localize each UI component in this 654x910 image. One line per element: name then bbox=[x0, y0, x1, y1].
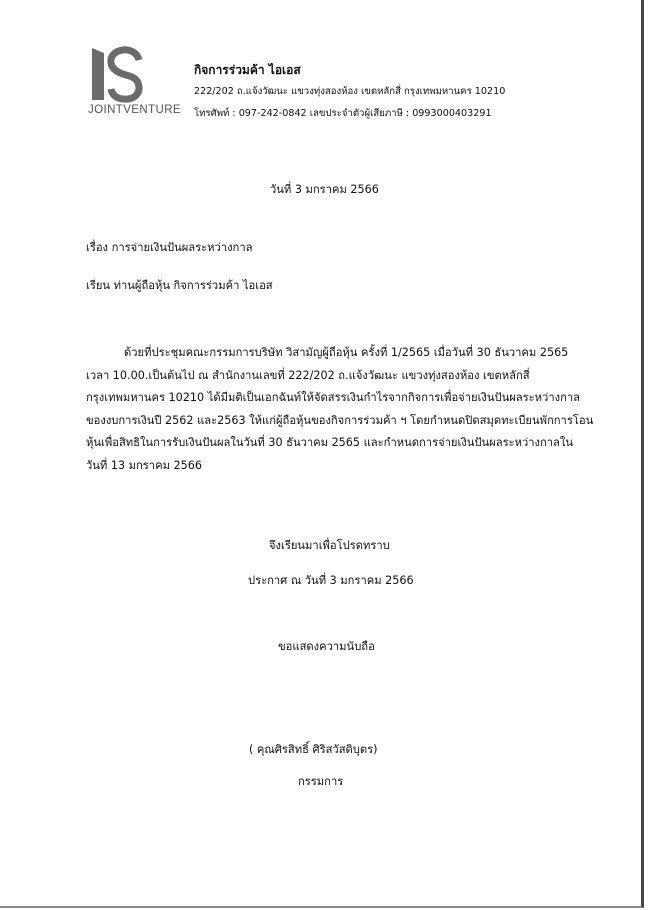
company-address: 222/202 ถ.แจ้งวัฒนะ แขวงทุ่งสองห้อง เขตหลักสี่ กรุงเทพมหานคร 10210 bbox=[194, 86, 506, 97]
letter-closing: จึงเรียนมาเพื่อโปรดทราบ bbox=[269, 539, 390, 552]
letter-date: วันที่ 3 มกราคม 2566 bbox=[270, 183, 379, 196]
logo-subtitle: JOINTVENTURE bbox=[88, 104, 181, 116]
logo-mark-text: IS bbox=[86, 98, 87, 99]
announcement-date: ประกาศ ณ วันที่ 3 มกราคม 2566 bbox=[248, 574, 414, 587]
is-logo-mark bbox=[88, 46, 148, 102]
signer-name: ( คุณศิรสิทธิ์ ศิริสวัสดิบุตร) bbox=[249, 743, 378, 756]
letter-regards: ขอแสดงความนับถือ bbox=[278, 640, 375, 653]
company-header bbox=[194, 59, 505, 125]
letter-recipient: เรียน ท่านผู้ถือหุ้น กิจการร่วมค้า ไอเอส bbox=[86, 279, 273, 292]
signer-position: กรรมการ bbox=[298, 775, 344, 788]
body-line: กรุงเทพมหานคร 10210 ได้มีมติเป็นเอกฉันท์ให้จัดสรรเงินกำไรจากกิจการเพื่อจ่ายเงินปันผลระหว่างกาล bbox=[86, 391, 580, 405]
letter-body bbox=[86, 342, 594, 478]
letter-subject: เรื่อง การจ่ายเงินปันผลระหว่างกาล bbox=[86, 241, 253, 254]
company-name: กิจการร่วมค้า ไอเอส bbox=[194, 63, 301, 77]
body-line: ด้วยที่ประชุมคณะกรรมการบริษัท วิสามัญผู้ถือหุ้น ครั้งที่ 1/2565 เมื่อวันที่ 30 ธันวาคม 2565 bbox=[124, 346, 569, 359]
company-contact: โทรศัพท์ : 097-242-0842 เลขประจำตัวผู้เสียภาษี : 0993000403291 bbox=[194, 108, 492, 119]
body-line: เวลา 10.00.เป็นต้นไป ณ สำนักงานเลขที่ 222/202 ถ.แจ้งวัฒนะ แขวงทุ่งสองห้อง เขตหลักสี่ bbox=[86, 368, 530, 382]
body-line: ของงบการเงินปี 2562 และ2563 ให้แก่ผู้ถือหุ้นของกิจการร่วมค้า ฯ โดยกำหนดปิดสมุดทะเบียนพักการโอน bbox=[86, 413, 594, 427]
body-line: หุ้นเพื่อสิทธิในการรับเงินปันผลในวันที่ 30 ธันวาคม 2565 และกำหนดการจ่ายเงินปันผลระหว่างกาลใน bbox=[86, 436, 574, 450]
body-line: วันที่ 13 มกราคม 2566 bbox=[86, 458, 202, 472]
